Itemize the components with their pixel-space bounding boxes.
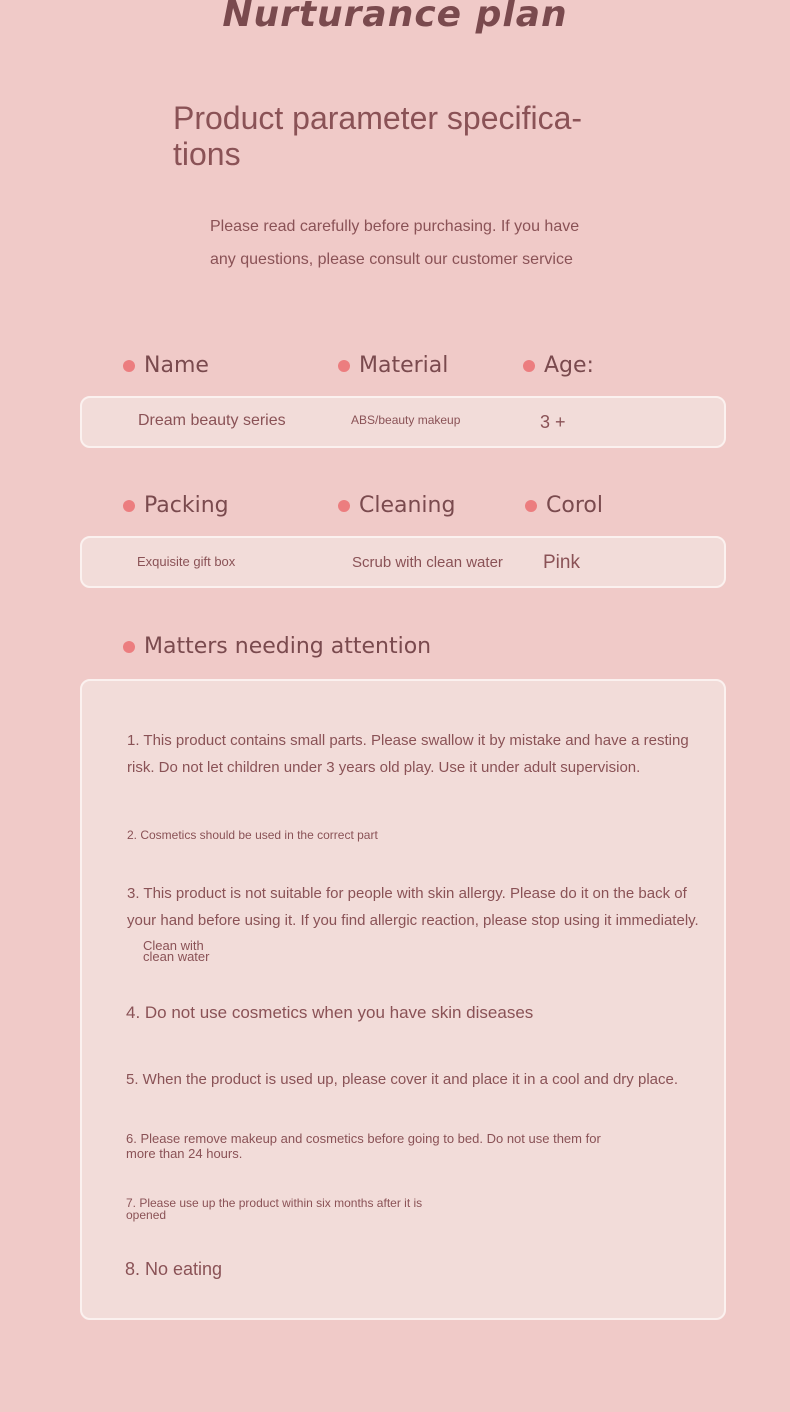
label-cleaning (338, 493, 455, 518)
note-item-1-line1: 1. This product contains small parts. Please swallow it by mistake and have a resting (127, 732, 689, 749)
label-age (523, 353, 594, 378)
note-item-5: 5. When the product is used up, please cover it and place it in a cool and dry place. (126, 1071, 678, 1088)
page-title: Nurturance plan (222, 0, 568, 35)
label-age-text: Age: (544, 353, 594, 378)
section-heading-line2: tions (173, 136, 241, 172)
material-value: ABS/beauty makeup (351, 413, 461, 427)
note-item-4: 4. Do not use cosmetics when you have skin diseases (126, 1003, 534, 1022)
note-item-1-line2: risk. Do not let children under 3 years old play. Use it under adult supervision. (127, 759, 641, 776)
attention-box (80, 679, 726, 1320)
intro-line2: any questions, please consult our customer service (210, 251, 573, 268)
name-value: Dream beauty series (138, 412, 286, 429)
note-item-3-line1: 3. This product is not suitable for people with skin allergy. Please do it on the back of (127, 885, 687, 902)
label-material-text: Material (359, 353, 449, 378)
label-material (338, 353, 448, 378)
note-item-6 (126, 1131, 601, 1161)
intro-line1: Please read carefully before purchasing. If you have (210, 218, 580, 235)
label-attention-text: Matters needing attention (144, 634, 432, 659)
packing-value: Exquisite gift box (137, 554, 236, 569)
bullet-dot-icon (525, 500, 537, 512)
label-packing (123, 493, 229, 518)
bullet-dot-icon (523, 360, 535, 372)
label-name-text: Name (144, 353, 209, 378)
label-cleaning-text: Cleaning (359, 493, 456, 518)
note-item-2: 2. Cosmetics should be used in the correct part (127, 828, 378, 842)
note-item-7-line2: opened (126, 1208, 167, 1222)
note-item-8: 8. No eating (125, 1259, 223, 1279)
label-color-text: Corol (546, 493, 603, 518)
label-color (525, 493, 603, 518)
stray-text-line1: Clean with (143, 938, 204, 953)
cleaning-value: Scrub with clean water (352, 554, 503, 571)
age-value: 3 + (540, 412, 566, 432)
section-heading-line1: Product parameter specifica- (173, 100, 583, 136)
note-item-1 (127, 727, 707, 781)
bullet-dot-icon (123, 500, 135, 512)
stray-text (143, 940, 209, 962)
bullet-dot-icon (338, 500, 350, 512)
label-packing-text: Packing (144, 493, 229, 518)
label-attention (123, 634, 431, 659)
bullet-dot-icon (123, 360, 135, 372)
spec-row-2 (80, 536, 726, 588)
bullet-dot-icon (123, 641, 135, 653)
section-heading (173, 100, 613, 172)
note-item-3 (127, 880, 717, 934)
bullet-dot-icon (338, 360, 350, 372)
color-value: Pink (543, 552, 580, 573)
note-item-7-line1: 7. Please use up the product within six months after it is (126, 1196, 423, 1210)
stray-text-line2: clean water (143, 949, 210, 964)
label-name (123, 353, 209, 378)
note-item-6-line2: more than 24 hours. (126, 1146, 243, 1161)
note-item-7 (126, 1197, 422, 1221)
note-item-6-line1: 6. Please remove makeup and cosmetics before going to bed. Do not use them for (126, 1131, 601, 1146)
note-item-3-line2: your hand before using it. If you find allergic reaction, please stop using it immediately. (127, 912, 699, 929)
spec-row-1 (80, 396, 726, 448)
intro-text (210, 210, 600, 276)
